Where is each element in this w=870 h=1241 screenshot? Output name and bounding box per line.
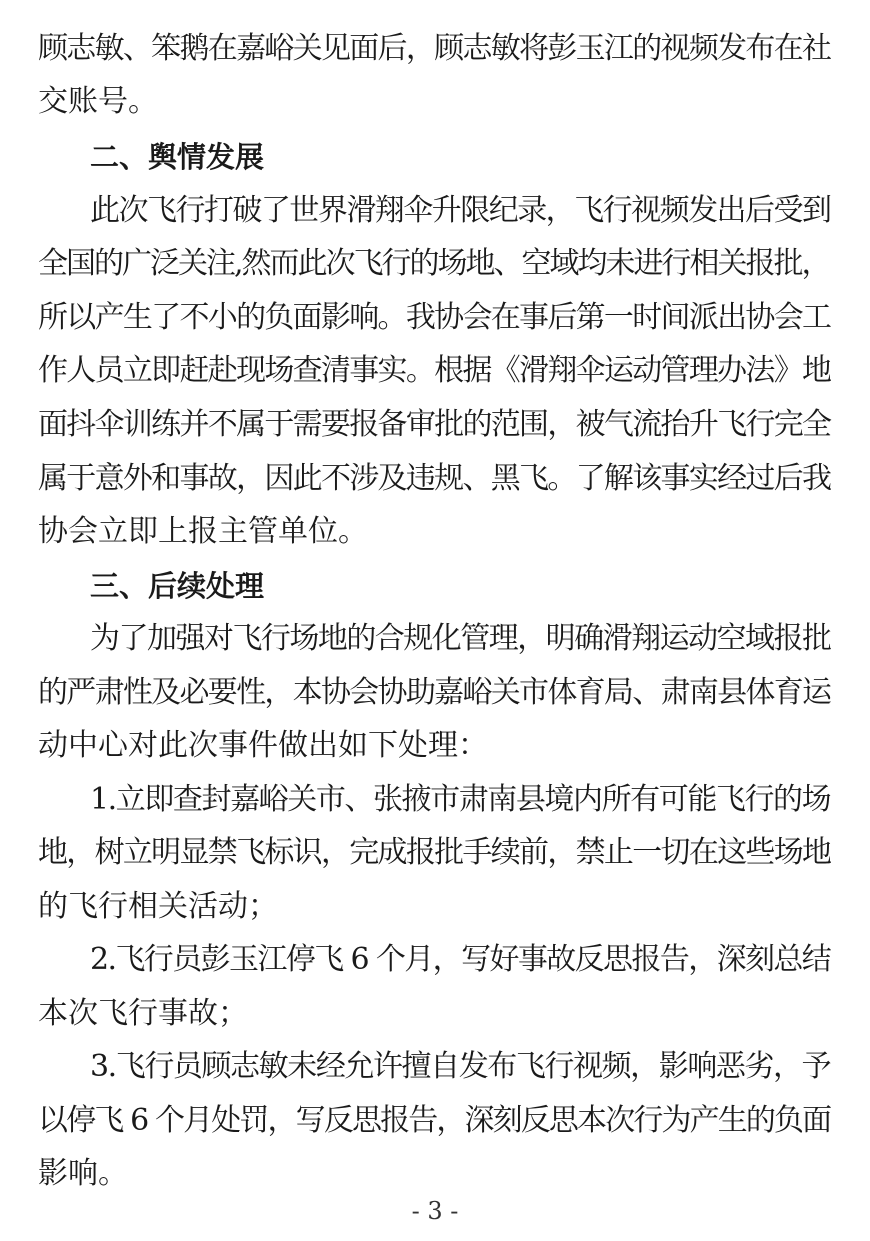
- text-line-18: 2.飞行员彭玉江停飞 6 个月，写好事故反思报告，深刻总结: [90, 942, 831, 977]
- text-line-21: 以停飞 6 个月处罚，写反思报告，深刻反思本次行为产生的负面: [38, 1103, 831, 1138]
- text-line-19: 本次飞行事故；: [38, 996, 248, 1031]
- page-number: - 3 -: [411, 1197, 459, 1225]
- text-line-15: 1.立即查封嘉峪关市、张掖市肃南县境内所有可能飞行的场: [90, 782, 831, 817]
- text-line-4: 此次飞行打破了世界滑翔伞升限纪录，飞行视频发出后受到: [90, 193, 831, 228]
- text-line-10: 协会立即上报主管单位。: [38, 514, 368, 549]
- text-line-13: 的严肃性及必要性，本协会协助嘉峪关市体育局、肃南县体育运: [38, 675, 831, 710]
- text-line-14: 动中心对此次事件做出如下处理：: [38, 728, 488, 763]
- text-line-7: 作人员立即赶赴现场查清事实。根据《滑翔伞运动管理办法》地: [38, 353, 831, 388]
- section-heading-3: 三、后续处理: [90, 569, 265, 603]
- text-line-17: 的飞行相关活动；: [38, 889, 278, 924]
- text-line-5: 全国的广泛关注,然而此次飞行的场地、空域均未进行相关报批，: [38, 246, 830, 281]
- text-line-1: 顾志敏、笨鹅在嘉峪关见面后，顾志敏将彭玉江的视频发布在社: [38, 31, 831, 66]
- text-line-16: 地，树立明显禁飞标识，完成报批手续前，禁止一切在这些场地: [38, 835, 831, 870]
- text-line-9: 属于意外和事故，因此不涉及违规、黑飞。了解该事实经过后我: [38, 461, 831, 496]
- text-line-8: 面抖伞训练并不属于需要报备审批的范围，被气流抬升飞行完全: [38, 407, 831, 442]
- section-heading-2: 二、舆情发展: [90, 140, 265, 174]
- text-line-6: 所以产生了不小的负面影响。我协会在事后第一时间派出协会工: [38, 300, 831, 335]
- text-line-12: 为了加强对飞行场地的合规化管理，明确滑翔运动空域报批: [90, 621, 831, 656]
- text-line-22: 影响。: [38, 1156, 128, 1191]
- text-line-2: 交账号。: [38, 84, 158, 119]
- text-line-20: 3.飞行员顾志敏未经允许擅自发布飞行视频，影响恶劣，予: [90, 1049, 831, 1084]
